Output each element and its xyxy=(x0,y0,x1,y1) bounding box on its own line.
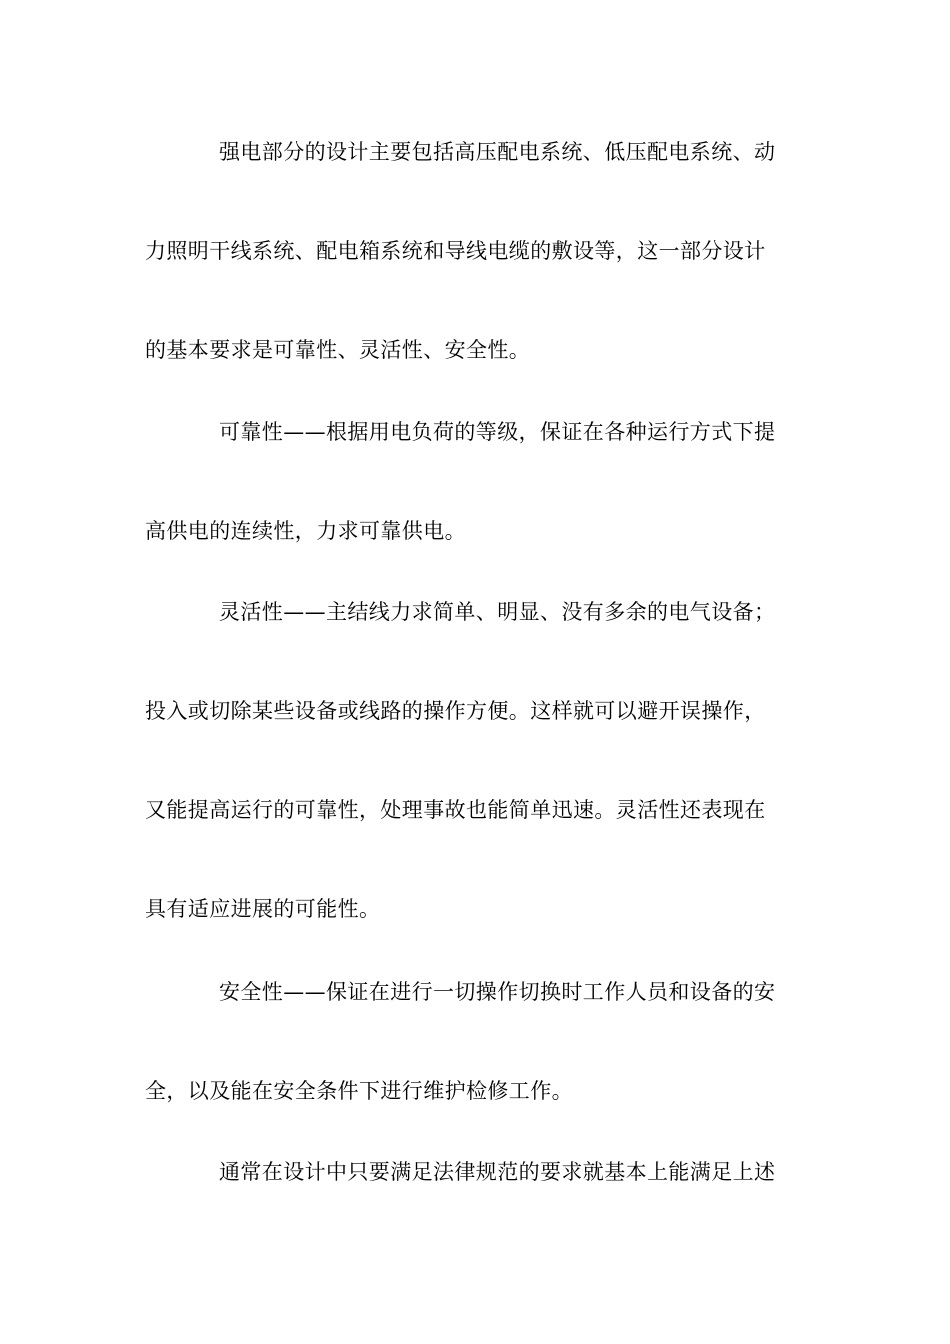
paragraph-3-line-4: 具有适应进展的可能性。 xyxy=(145,897,381,921)
paragraph-4-line-1: 安全性——保证在进行一切操作切换时工作人员和设备的安 xyxy=(219,980,776,1004)
paragraph-1-line-3: 的基本要求是可靠性、灵活性、安全性。 xyxy=(145,338,531,362)
paragraph-2-line-1: 可靠性——根据用电负荷的等级，保证在各种运行方式下提 xyxy=(219,420,776,444)
paragraph-5-line-1: 通常在设计中只要满足法律规范的要求就基本上能满足上述 xyxy=(219,1160,776,1184)
paragraph-4-line-2: 全，以及能在安全条件下进行维护检修工作。 xyxy=(145,1079,573,1103)
paragraph-2-line-2: 高供电的连续性，力求可靠供电。 xyxy=(145,519,466,543)
paragraph-1-line-1: 强电部分的设计主要包括高压配电系统、低压配电系统、动 xyxy=(219,140,776,164)
paragraph-3-line-1: 灵活性——主结线力求简单、明显、没有多余的电气设备； xyxy=(219,600,776,624)
paragraph-3-line-2: 投入或切除某些设备或线路的操作方便。这样就可以避开误操作， xyxy=(145,699,766,723)
paragraph-3-line-3: 又能提高运行的可靠性，处理事故也能简单迅速。灵活性还表现在 xyxy=(145,798,766,822)
paragraph-1-line-2: 力照明干线系统、配电箱系统和导线电缆的敷设等，这一部分设计 xyxy=(145,239,766,263)
